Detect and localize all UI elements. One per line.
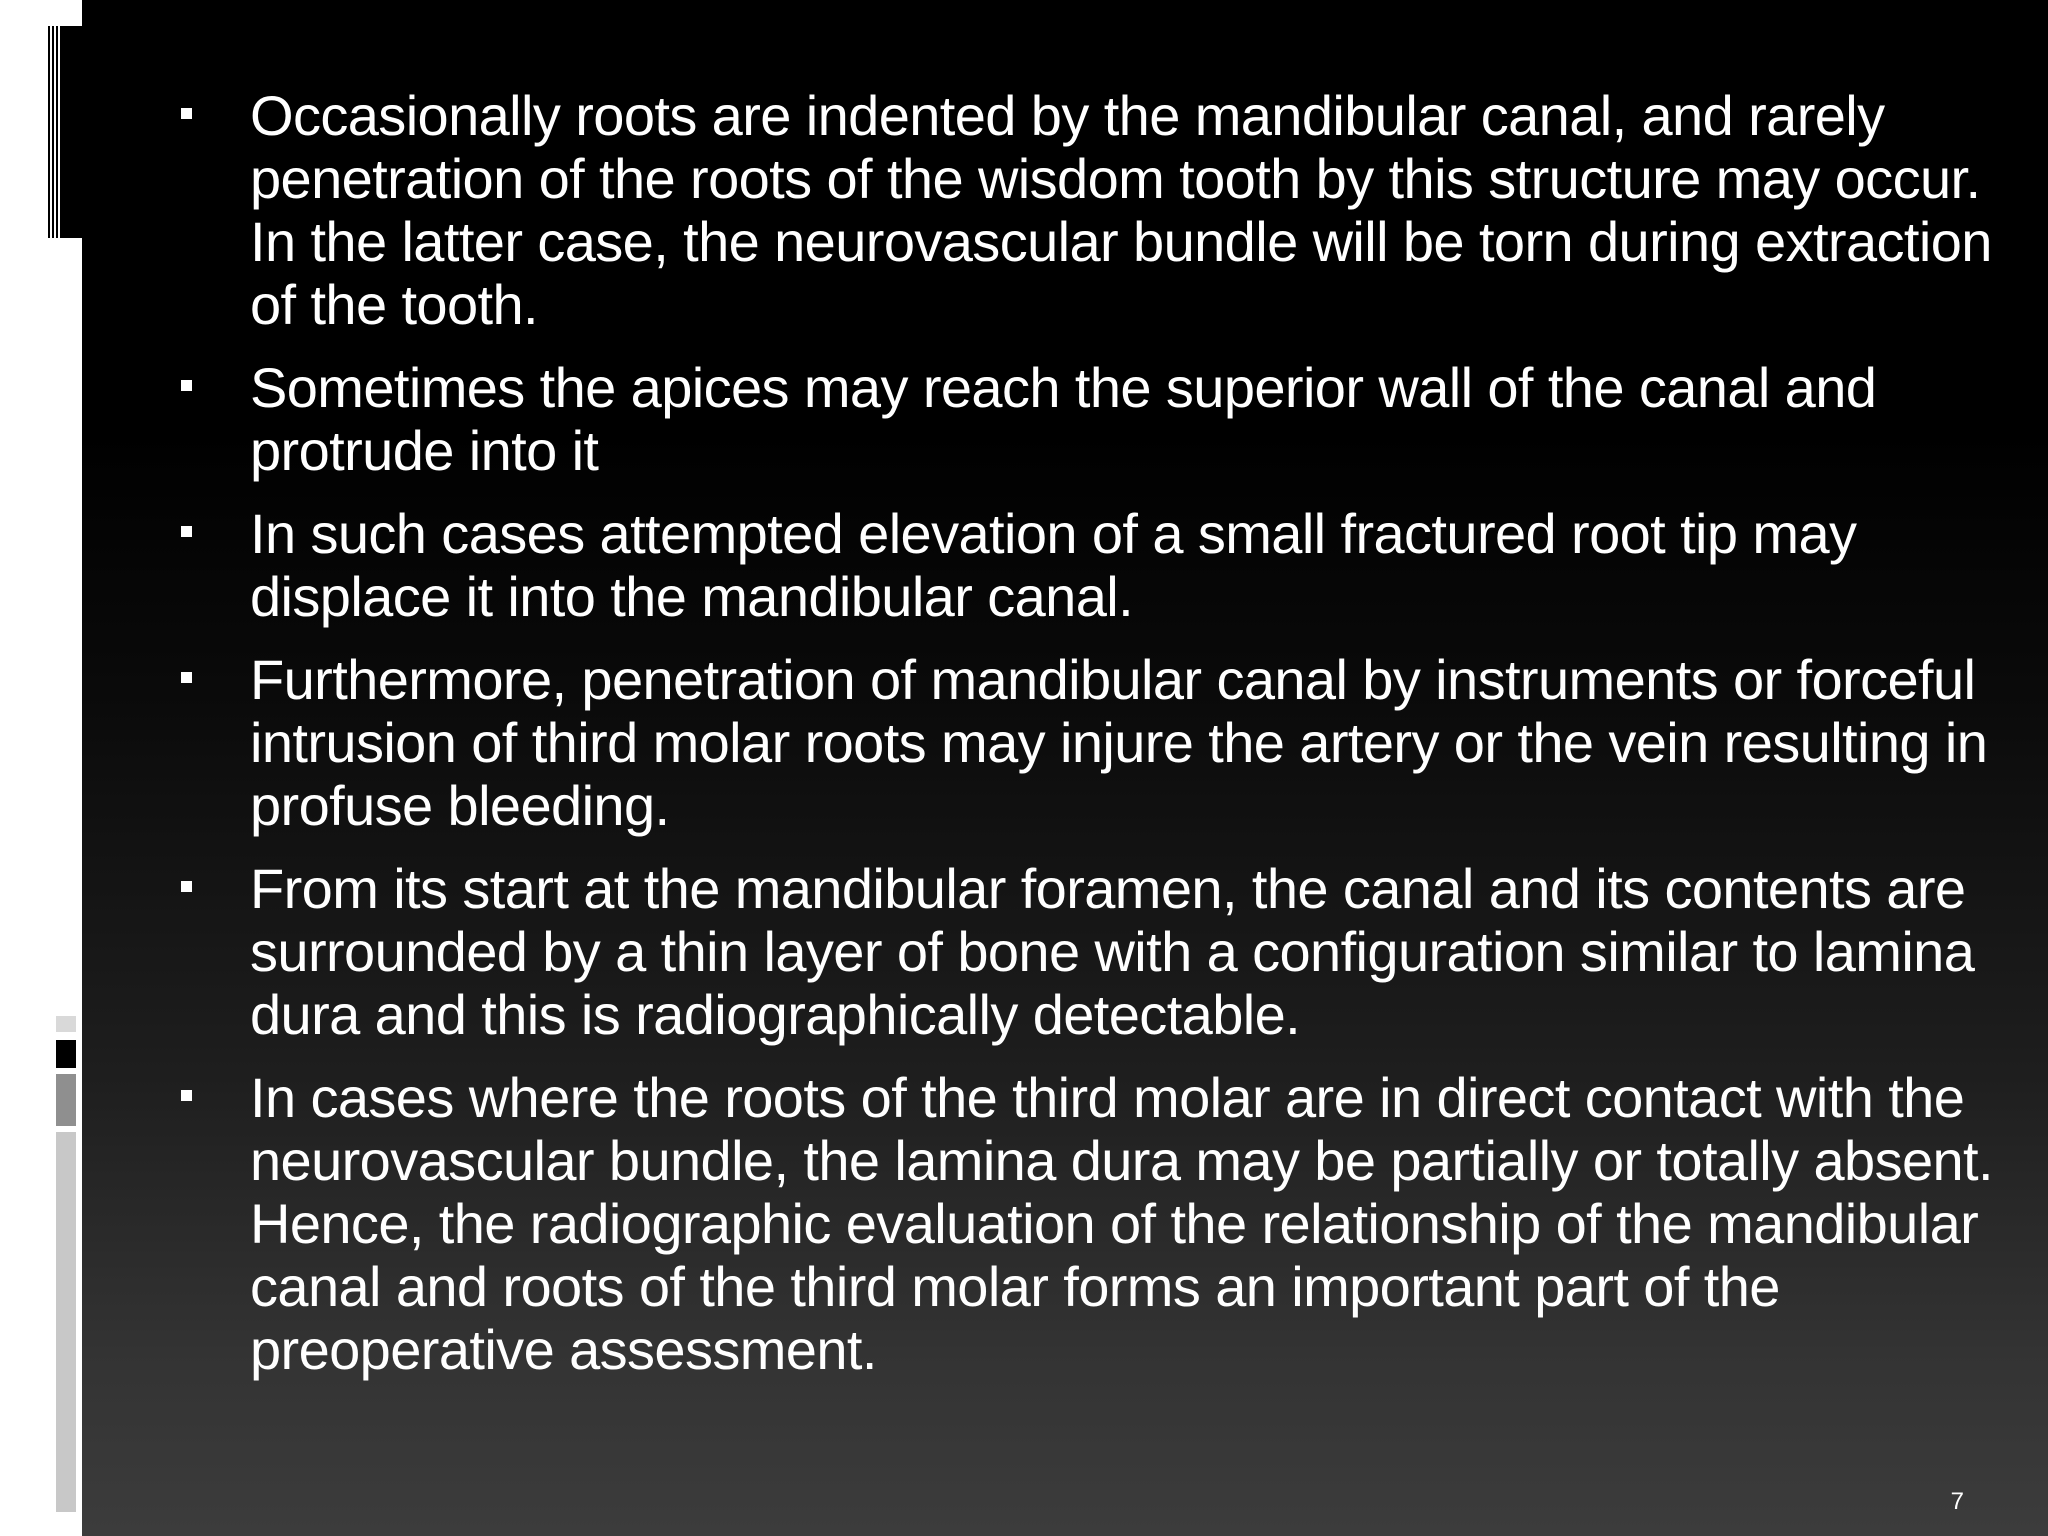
bullet-text: In such cases attempted elevation of a small fractured root tip may displace it into the mandibular canal. [250, 502, 1857, 628]
page-number: 7 [1950, 1488, 1964, 1515]
bullet-text: From its start at the mandibular foramen, the canal and its contents are surrounded by a thin layer of bone with a configuration similar to lamina dura and this is radiographically detectable. [250, 857, 1975, 1046]
decorative-block-long [56, 1132, 76, 1512]
bullet-text: In cases where the roots of the third molar are in direct contact with the neurovascular bundle, the lamina dura may be partially or totally absent. Hence, the radiographic evaluation of the relationship of the mandibular canal and roots of the third molar forms an important part of the preoperative assessment. [250, 1066, 1993, 1381]
square-bullet-icon [181, 672, 192, 683]
decorative-block-light [56, 1016, 76, 1032]
bullet-text: Furthermore, penetration of mandibular canal by instruments or forceful intrusion of third molar roots may injure the artery or the vein resulting in profuse bleeding. [250, 648, 1988, 837]
bullet-list [170, 84, 2010, 1381]
decorative-black-block [62, 26, 82, 238]
bullet-item [170, 1066, 2010, 1381]
bullet-text: Sometimes the apices may reach the superior wall of the canal and protrude into it [250, 356, 1877, 482]
square-bullet-icon [181, 881, 192, 892]
square-bullet-icon [181, 380, 192, 391]
bullet-item [170, 502, 2010, 628]
slide-content [170, 84, 2010, 1401]
decorative-block-dark [56, 1040, 76, 1068]
bullet-item [170, 84, 2010, 336]
decorative-block-mid [56, 1074, 76, 1126]
bullet-text: Occasionally roots are indented by the mandibular canal, and rarely penetration of the roots of the wisdom tooth by this structure may occur. In the latter case, the neurovascular bundle will be torn during extraction of the tooth. [250, 84, 1992, 336]
square-bullet-icon [181, 108, 192, 119]
bullet-item [170, 857, 2010, 1046]
bullet-item [170, 648, 2010, 837]
bullet-item [170, 356, 2010, 482]
square-bullet-icon [181, 526, 192, 537]
square-bullet-icon [181, 1090, 192, 1101]
